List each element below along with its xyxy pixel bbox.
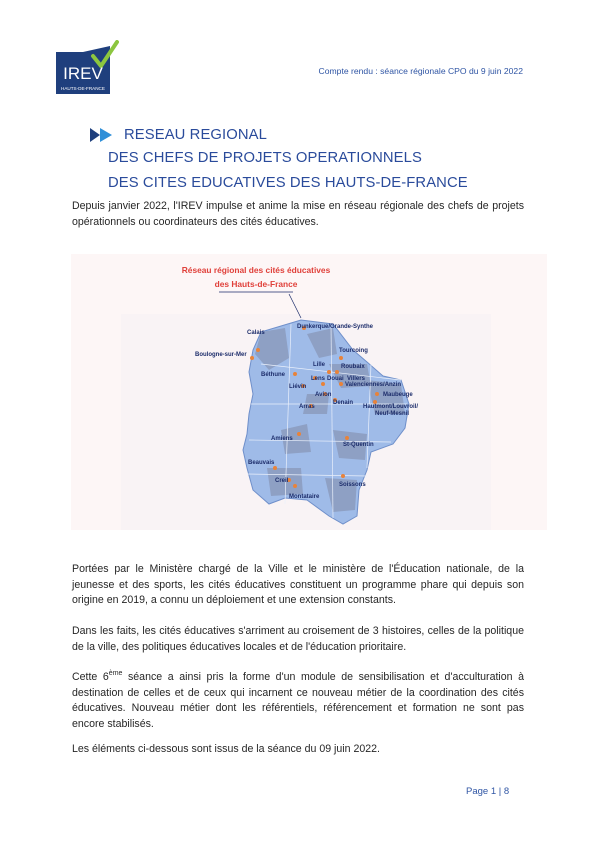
- city-label-douai: Douai: [327, 376, 344, 382]
- city-label-lille: Lille: [313, 362, 326, 368]
- city-label-denain: Denain: [333, 400, 354, 406]
- map-title-line-2: des Hauts-de-France: [214, 279, 298, 289]
- city-label-bethune: Béthune: [261, 372, 285, 378]
- p3-before: Cette 6: [72, 671, 109, 683]
- city-label-stquentin: St-Quentin: [343, 442, 374, 448]
- p3-after: séance a ainsi pris la forme d'un module de sensibilisation et d'acculturation à destination de celles et de ceux qui incarnent ce nouveau métier de la coordination des cités éducatives. Nouveau métier dont les référentiels, référencement et formation ne sont pas encore stabilisés.: [72, 671, 525, 730]
- map-title-line-1: Réseau régional des cités éducatives: [181, 265, 331, 275]
- paragraph-2: Dans les faits, les cités éducatives s'arriment au croisement de 3 histoires, celles de la politique de la ville, des politiques éducatives locales et de l'éducation prioritaire.: [72, 625, 524, 653]
- city-label-amiens: Amiens: [271, 436, 293, 442]
- logo-brand-text: IREV: [63, 64, 103, 83]
- city-label-montataire: Montataire: [289, 494, 320, 500]
- logo-sub-text: HAUTS-DE-FRANCE: [61, 86, 105, 91]
- city-label-roubaix: Roubaix: [341, 364, 365, 370]
- p3-superscript: ème: [108, 670, 123, 677]
- page-number: Page 1 | 8: [466, 786, 510, 797]
- regional-network-map: [71, 254, 547, 530]
- header-note: Compte rendu : séance régionale CPO du 9 juin 2022: [318, 66, 523, 76]
- paragraph-3: [72, 670, 524, 732]
- city-label-creil: Creil: [275, 478, 289, 484]
- title-line-1: RESEAU REGIONAL: [124, 127, 267, 143]
- city-label-dunkerque: Dunkerque/Grande-Synthe: [297, 324, 374, 330]
- city-label-villers: Villers: [347, 376, 365, 382]
- city-label-avion: Avion: [315, 392, 332, 398]
- city-label-calais: Calais: [247, 330, 265, 336]
- paragraph-4: Les éléments ci-dessous sont issus de la séance du 09 juin 2022.: [72, 743, 380, 755]
- city-label-beauvais: Beauvais: [248, 460, 275, 466]
- intro-paragraph: Depuis janvier 2022, l'IREV impulse et anime la mise en réseau régionale des chefs de projets opérationnels ou coordinateurs des cités éducatives.: [72, 200, 524, 228]
- paragraph-1: Portées par le Ministère chargé de la Ville et le ministère de l'Éducation nationale, de la jeunesse et des sports, les cités éducatives constituent un programme phare qui depuis son origine en 2019, a connu un déploiement et une extension constants.: [72, 563, 524, 606]
- double-arrow-icon: [90, 128, 116, 142]
- title-line-3: DES CITES EDUCATIVES DES HAUTS-DE-FRANCE: [108, 175, 468, 191]
- city-label-maubeuge: Maubeuge: [383, 392, 413, 398]
- city-label-arras: Arras: [299, 404, 315, 410]
- city-label-neufmesnil: Neuf-Mesnil: [375, 411, 410, 417]
- irev-logo: [53, 40, 119, 96]
- city-label-tourcoing: Tourcoing: [339, 348, 368, 354]
- city-label-boulogne: Boulogne-sur-Mer: [195, 352, 247, 358]
- city-label-valenciennes: Valenciennes/Anzin: [345, 382, 402, 388]
- city-label-lievin: Liévin: [289, 384, 307, 390]
- title-line-2: DES CHEFS DE PROJETS OPERATIONNELS: [108, 150, 422, 166]
- city-label-soissons: Soissons: [339, 482, 366, 488]
- city-label-lens: Lens: [311, 376, 326, 382]
- city-label-hautmont: Hautmont/Louvroil/: [363, 404, 418, 410]
